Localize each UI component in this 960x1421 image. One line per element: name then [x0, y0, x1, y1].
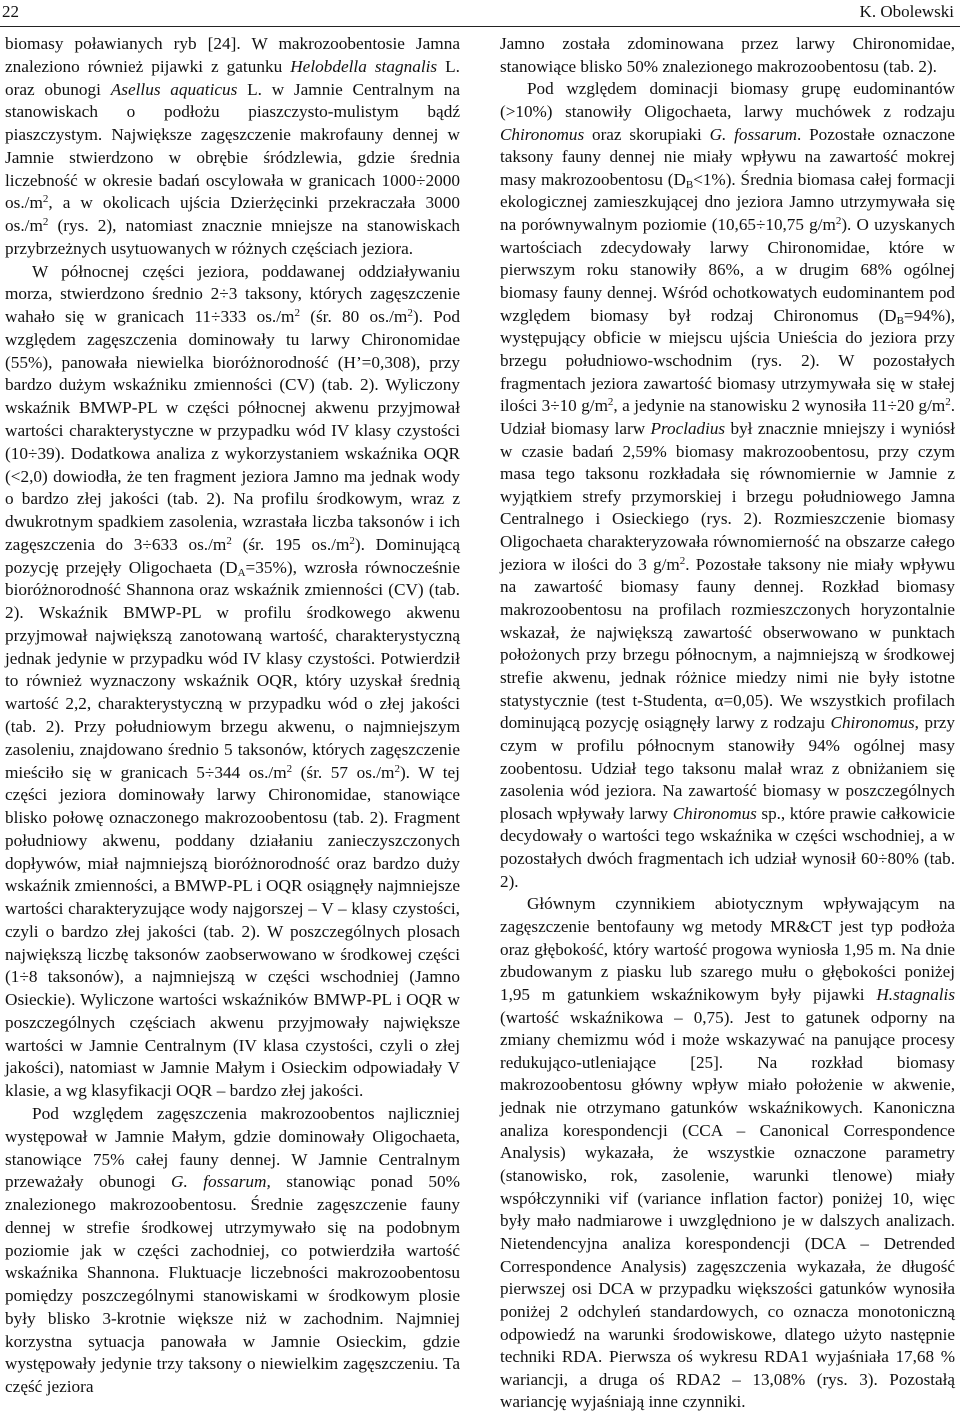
text-run: (śr. 57 os./m [292, 762, 395, 782]
text-run: =94%), występujący obficie w miejscu ujścia Unieścia do jeziora przy brzegu południowo-wschodnim (rys. 2). W pozostałych fragmentach jeziora zawartość biomasy utrzymywała się w stałej ilości 3÷10 g/m [500, 305, 955, 416]
text-run: biomasy poławianych ryb [24]. W makrozoobentosie Jamna znaleziono również pijawki z gatunku [5, 34, 460, 76]
text-run: (śr. 195 os./m [231, 534, 350, 554]
superscript: 2 [394, 762, 400, 775]
species-name: G. fossarum [709, 124, 797, 144]
superscript: 2 [945, 396, 951, 409]
running-head-author: K. Obolewski [859, 2, 954, 21]
paragraph-right-1 [500, 33, 955, 78]
text-run: , przy czym w profilu północnym stanowiły 94% ogólnej masy zoobentosu. Udział tego taksonu malał wraz z obniżaniem się zasolenia wód jeziora. Na zawartość biomasy w poszczególnych plosach wpływały larwy [500, 713, 955, 823]
text-run: , a w okolicach ujścia Dzierżęcinki przekraczała 3000 os./m [5, 193, 460, 236]
right-column [500, 33, 955, 1414]
paragraph-left-1 [5, 33, 460, 261]
superscript: 2 [286, 762, 293, 775]
superscript: 2 [349, 534, 355, 547]
left-column [5, 33, 460, 1399]
paragraph-right-2 [500, 78, 955, 893]
text-run: . Pozostałe taksony nie miały wpływu na zawartość biomasy fauny dennej. Rozkład biomasy makrozoobentosu na profilach rozmieszczonych horyzontalnie wskazał, że największą zawartość obserwowano w punktach położonych przy brzegu północnym, a najmniejszą w środkowej strefie akwenu, jednak różnice miedzy nimi nie były istotne statystycznie (test t-Studenta, α=0,05). We wszystkich profilach dominującą pozycję osiągnęły larwy z rodzaju [500, 554, 955, 733]
subscript: A [237, 566, 246, 579]
superscript: 2 [42, 193, 49, 206]
text-run: ). Pod względem zagęszczenia dominowały tu larwy Chironomidae (55%), panowała niewielka bioróżnorodność (H’=0,308), przy bardzo dużym wskaźniku zmienności (CV) (tab. 2). Wyliczony wskaźnik BMWP-PL w części północnej akwenu przyjmował wartości charakterystyczne w przypadku wód IV klasy czystości (10÷39). Dodatkowa analiza z wykorzystaniem wskaźnika OQR (<2,0) dowiodła, że ten fragment jeziora Jamno ma jednak wody o bardzo złej jakości (tab. 2). Na profilu środkowym, wraz z dwukrotnym spadkiem zasolenia, wzrastała liczba taksonów i ich zagęszczenia do 3÷633 os./m [5, 307, 460, 554]
species-name: Procladius [650, 418, 726, 438]
text-run: , a jedynie na stanowisku 2 wynosiła 11÷20 g/m [613, 396, 946, 416]
subscript: B [896, 314, 904, 327]
text-run: <1%). Średnia biomasa całej formacji ekologicznej zamieszkującej dno jeziora Jamno utrzymywała się na porównywalnym poziomie (10,65÷10,75 g/m [500, 169, 955, 235]
species-name: Chironomus [830, 713, 915, 733]
text-run: L. w Jamnie Centralnym na stanowiskach o podłożu piaszczysto-mulistym bądź piaszczystym. Największe zagęszczenie makrofauny dennej w Jamnie stwierdzono w obrębie śródzlewia, gdzie średnia liczebność w okresie badań oscylowała w granicach 1000÷2000 os./m [5, 79, 460, 213]
text-run: był znacznie mniejszy i wyniósł w czasie badań 2,59% biomasy makrozoobentosu, przy czym masa tego taksonu rozkładała się równomiernie w Jamnie z wyjątkiem strefy przymorskiej i brzegu południowego Jamna Centralnego i Osieckiego (rys. 2). Rozmieszczenie biomasy Oligochaeta charakteryzowała równomierność na obszarze całego jeziora w ilości do 3 g/m [500, 418, 956, 574]
species-name: H.stagnalis [876, 984, 955, 1004]
superscript: 2 [42, 216, 49, 229]
species-name: Asellus aquaticus [110, 79, 238, 99]
text-run: stanowiąc ponad 50% znalezionego makrozoobentosu. Średnie zagęszczenie fauny dennej w strefie środkowej utrzymywało się na podobnym poziomie jak w części zachodniej, co potwierdziła wartość wskaźnika Shannona. Fluktuacje liczebności makrozoobentosu pomiędzy poszczególnymi stanowiskami w środkowym plosie były blisko 3-krotnie większe niż w zachodnim. Najmniej korzystna sytuacja panowała w Jamnie Osieckim, gdzie występowały jedynie trzy taksony o niewielkim zagęszczeniu. Ta część jeziora [5, 1172, 460, 1397]
text-run: (rys. 2), natomiast znacznie mniejsze na stanowiskach przybrzeżnych usytuowanych w różnych częściach jeziora. [5, 216, 460, 258]
superscript: 2 [226, 534, 232, 547]
text-run: oraz skorupiaki [584, 124, 710, 144]
text-run: Pod względem dominacji biomasy grupę eudominantów (>10%) stanowiły Oligochaeta, larwy muchówek z rodzaju [500, 79, 955, 121]
text-run: (wartość wskaźnikowa – 0,75). Jest to gatunek odporny na zmiany chemizmu wód i może wskazywać na panujące procesy redukująco-utleniające [25]. Na rozkład biomasy makrozoobentosu główny wpływ miało położenie w akwenie, jednak nie otrzymano gatunków wskaźnikowych. Kanoniczna analiza korespondencji (CCA – Canonical Correspondence Analysis) wykazała, że wszystkie oznaczone parametry (stanowisko, rok, zasolenie, warunki tlenowe) miały współczynniki vif (variance inflation factor) poniżej 10, więc były mało nadmiarowe i uwzględniono je w dalszych analizach. Nietendencyjna analiza korespondencji (DCA – Detrended Correspondence Analysis) zagęszczenia wykazała, że długość pierwszej osi DCA w przypadku większości gatunków wynosiła poniżej 2 odchyleń standardowych, co oznacza monotoniczną odpowiedź na warunki środowiskowe, dlatego użyto następnie techniki RDA. Pierwsza oś wykresu RDA1 wyjaśniała 17,68 % wariancji, a druga oś RDA2 – 13,08% (rys. 3). Pozostałą wariancję wyjaśniają inne czynniki. [500, 1007, 955, 1412]
paragraph-left-2 [5, 261, 460, 1103]
paragraph-right-3 [500, 893, 955, 1414]
text-run: Pod względem zagęszczenia makrozoobentos najliczniej występował w Jamnie Małym, gdzie dominowały Oligochaeta, stanowiące 75% całej fauny dennej. W Jamnie Centralnym przeważały obunogi [5, 1103, 460, 1192]
text-run: . Pozostałe oznaczone taksony fauny dennej nie miały wpływu na zawartość mokrej masy makrozoobentosu (D [500, 124, 956, 189]
species-name: Helobdella stagnalis [290, 56, 438, 76]
species-name: Chironomus [672, 803, 757, 823]
text-run: sp., które prawie całkowicie decydowały o wartości tego wskaźnika w części wschodniej, a w pozostałych dwóch fragmentach ich udział wynosił 60÷80% (tab. 2). [500, 803, 955, 891]
superscript: 2 [407, 307, 413, 320]
paragraph-left-3 [5, 1103, 460, 1399]
text-run: Jamno została zdominowana przez larwy Chironomidae, stanowiące blisko 50% znalezionego makrozoobentosu (tab. 2). [500, 34, 955, 76]
text-run: ). Dominującą pozycję przejęły Oligochaeta (D [5, 534, 460, 577]
text-run: ). O uzyskanych wartościach zdecydowały larwy Chironomidae, które w pierwszym roku stanowiły 86%, a w drugim 68% ogólnej biomasy fauny dennej. Wśród ochotkowatych eudominantem pod względem biomasy był rodzaj Chironomus (D [500, 215, 955, 325]
text-run: (śr. 80 os./m [299, 307, 408, 327]
text-run: W północnej części jeziora, poddawanej oddziaływaniu morza, stwierdzono średnio 2÷3 taksony, których zagęszczenie wahało się w granicach 11÷333 os./m [5, 261, 460, 327]
superscript: 2 [607, 396, 614, 409]
running-header [0, 0, 960, 27]
superscript: 2 [835, 215, 842, 228]
text-run: Głównym czynnikiem abiotycznym wpływającym na zagęszczenie bentofauny wg metody MR&CT jest typ podłoża oraz głębokość, który wartość progowa wyniosła 1,95 m. Na dnie zbudowanym z piasku lub szarego mułu o głębokości poniżej 1,95 m gatunkiem wskaźnikowym były pijawki [500, 894, 955, 1004]
text-run: ). W tej części jeziora dominowały larwy Chironomidae, stanowiące blisko połowę oznaczonego makrozoobentosu (tab. 2). Fragment południowy akwenu, poddany działaniu zanieczyszczonych dopływów, miał najmniejszą bioróżnorodność oraz bardzo duży wskaźnik zmienności, a BMWP-PL i OQR osiągnęły najmniejsze wartości charakteryzujące wody najgorszej – V – klasy czystości, czyli o bardzo złej jakości (tab. 2). W poszczególnych plosach największą liczbę taksonów zaobserwowano w środkowej części (1÷8 taksonów), a najmniejszą w części wschodniej (Jamno Osieckie). Wyliczone wartości wskaźników BMWP-PL i OQR w poszczególnych częściach akwenu przyjmowały największe wartości w Jamnie Centralnym (IV klasa czystości, czyli o złej jakości), natomiast w Jamnie Małym i Osieckim odpowiadały V klasie, a wg klasyfikacji OQR – bardzo złej jakości. [5, 762, 460, 1101]
text-run: . Udział biomasy larw [500, 396, 955, 438]
species-name: G. fossarum, [171, 1172, 271, 1192]
superscript: 2 [679, 554, 686, 567]
subscript: B [685, 178, 694, 191]
text-run: L. oraz obunogi [5, 56, 460, 99]
superscript: 2 [294, 307, 300, 320]
text-run: =35%), wzrosła równocześnie bioróżnorodność Shannona oraz wskaźnik zmienności (CV) (tab. 2). Wskaźnik BMWP-PL w profilu środkowego akwenu przyjmował największą zanotowaną wartość, charakterystyczną jednak jedynie w przypadku wód IV klasy czystości. Potwierdził to również wyznaczony wskaźnik OQR, który uzyskał średnią wartość 2,2, charakterystyczną w przypadku wód o złej jakości (tab. 2). Przy południowym brzegu akwenu, o najmniejszym zasoleniu, znajdowano średnio 5 taksonów, których zagęszczenie mieściło się w granicach 5÷344 os./m [5, 557, 460, 782]
species-name: Chironomus [500, 124, 585, 144]
page-number: 22 [2, 2, 19, 21]
